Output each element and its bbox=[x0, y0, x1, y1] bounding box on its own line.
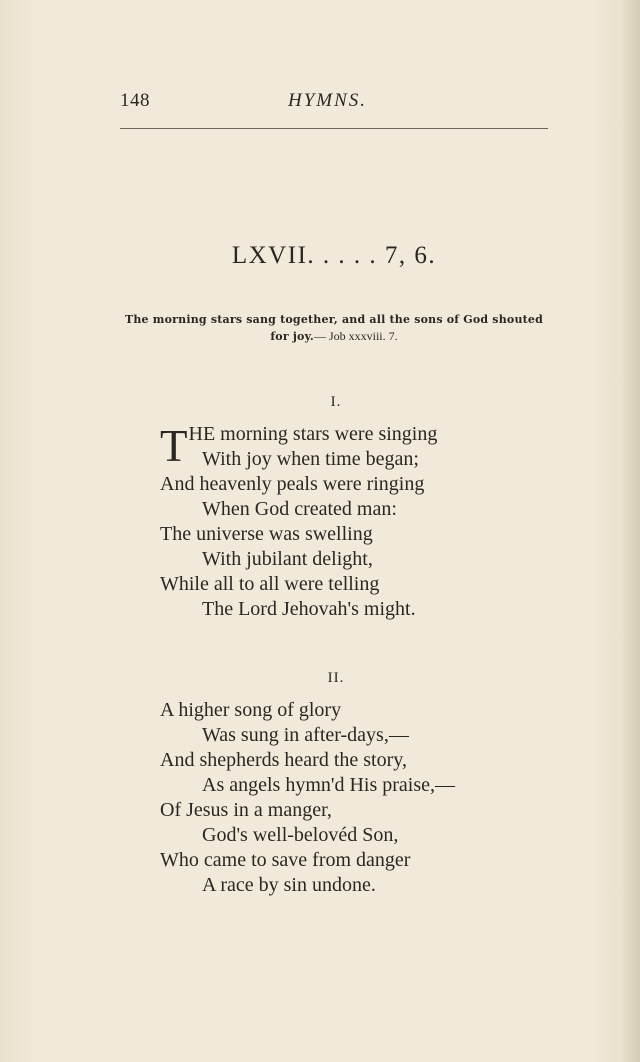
epigraph-line-2-text: for joy. bbox=[270, 330, 314, 343]
verse-line: With jubilant delight, bbox=[202, 548, 373, 570]
verse-line: When God created man: bbox=[202, 498, 397, 520]
page-edge-shadow bbox=[622, 0, 640, 1062]
page-number: 148 bbox=[120, 90, 150, 111]
verse-line-text: HE morning stars were singing bbox=[188, 423, 438, 445]
verse-line: And heavenly peals were ringing bbox=[160, 473, 425, 495]
stanza-number: I. bbox=[330, 394, 342, 410]
header-rule bbox=[120, 128, 548, 129]
verse-line: God's well-belovéd Son, bbox=[202, 824, 399, 846]
drop-cap: T bbox=[160, 421, 188, 471]
verse-line: Of Jesus in a manger, bbox=[160, 799, 332, 821]
verse-line: While all to all were telling bbox=[160, 573, 380, 595]
stanza-number: II. bbox=[327, 670, 345, 686]
verse-line: A race by sin undone. bbox=[202, 874, 376, 896]
epigraph-line-2 bbox=[118, 328, 550, 345]
verse-line: The universe was swelling bbox=[160, 523, 373, 545]
verse-line: As angels hymn'd His praise,— bbox=[202, 774, 456, 796]
verse-line: And shepherds heard the story, bbox=[160, 749, 407, 771]
stanza-1 bbox=[160, 422, 560, 622]
hymn-title: LXVII. . . . . 7, 6. bbox=[231, 242, 437, 269]
epigraph-reference: — Job xxxviii. 7. bbox=[313, 329, 398, 343]
running-title: HYMNS. bbox=[288, 90, 368, 111]
verse-line: A higher song of glory bbox=[160, 699, 342, 721]
running-head bbox=[120, 90, 548, 120]
verse-line: Was sung in after-days,— bbox=[202, 724, 409, 746]
epigraph-line-1: The morning stars sang together, and all the sons of God shouted bbox=[124, 313, 544, 326]
verse-line: With joy when time began; bbox=[202, 448, 419, 470]
stanza-2 bbox=[160, 698, 560, 898]
epigraph bbox=[118, 312, 550, 345]
verse-line: Who came to save from danger bbox=[160, 849, 411, 871]
verse-line: The Lord Jehovah's might. bbox=[202, 598, 416, 620]
